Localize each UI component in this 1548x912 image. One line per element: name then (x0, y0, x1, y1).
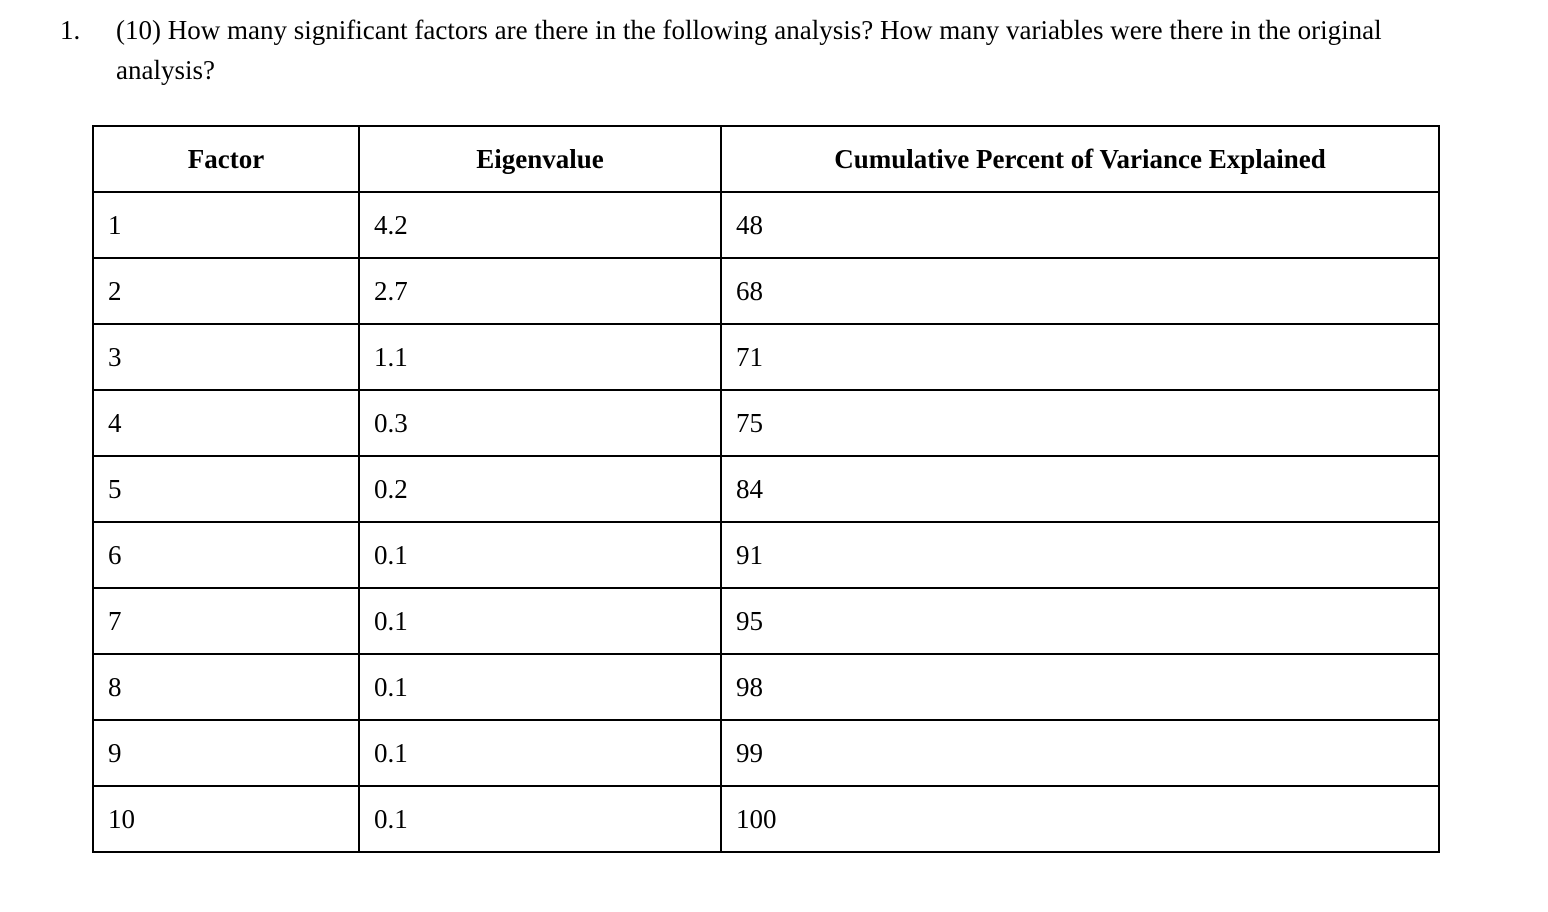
factor-table (92, 125, 1440, 853)
cell-eigenvalue: 0.1 (359, 588, 721, 654)
cell-cumulative-percent: 48 (721, 192, 1439, 258)
cell-cumulative-percent: 68 (721, 258, 1439, 324)
cell-eigenvalue: 0.1 (359, 786, 721, 852)
cell-eigenvalue: 0.1 (359, 522, 721, 588)
table-row (93, 456, 1439, 522)
cell-cumulative-percent: 75 (721, 390, 1439, 456)
header-cumulative-percent: Cumulative Percent of Variance Explained (721, 126, 1439, 192)
cell-factor: 6 (93, 522, 359, 588)
cell-eigenvalue: 0.2 (359, 456, 721, 522)
cell-factor: 7 (93, 588, 359, 654)
table-row (93, 522, 1439, 588)
table-header-row (93, 126, 1439, 192)
cell-factor: 9 (93, 720, 359, 786)
table-row (93, 654, 1439, 720)
cell-cumulative-percent: 99 (721, 720, 1439, 786)
cell-factor: 2 (93, 258, 359, 324)
cell-factor: 8 (93, 654, 359, 720)
cell-factor: 4 (93, 390, 359, 456)
table-row (93, 786, 1439, 852)
table-row (93, 720, 1439, 786)
cell-eigenvalue: 1.1 (359, 324, 721, 390)
cell-factor: 1 (93, 192, 359, 258)
table-row (93, 258, 1439, 324)
cell-cumulative-percent: 71 (721, 324, 1439, 390)
cell-cumulative-percent: 95 (721, 588, 1439, 654)
cell-eigenvalue: 0.3 (359, 390, 721, 456)
cell-factor: 3 (93, 324, 359, 390)
table-row (93, 390, 1439, 456)
cell-factor: 5 (93, 456, 359, 522)
cell-eigenvalue: 2.7 (359, 258, 721, 324)
header-eigenvalue: Eigenvalue (359, 126, 721, 192)
question-text: (10) How many significant factors are there in the following analysis? How many variables were there in the original analysis? (116, 15, 1382, 85)
cell-cumulative-percent: 98 (721, 654, 1439, 720)
cell-eigenvalue: 0.1 (359, 720, 721, 786)
cell-cumulative-percent: 100 (721, 786, 1439, 852)
question-number: 1. (60, 15, 81, 45)
cell-factor: 10 (93, 786, 359, 852)
cell-eigenvalue: 4.2 (359, 192, 721, 258)
table-row (93, 588, 1439, 654)
cell-eigenvalue: 0.1 (359, 654, 721, 720)
cell-cumulative-percent: 91 (721, 522, 1439, 588)
header-factor: Factor (93, 126, 359, 192)
table-row (93, 192, 1439, 258)
table-row (93, 324, 1439, 390)
cell-cumulative-percent: 84 (721, 456, 1439, 522)
